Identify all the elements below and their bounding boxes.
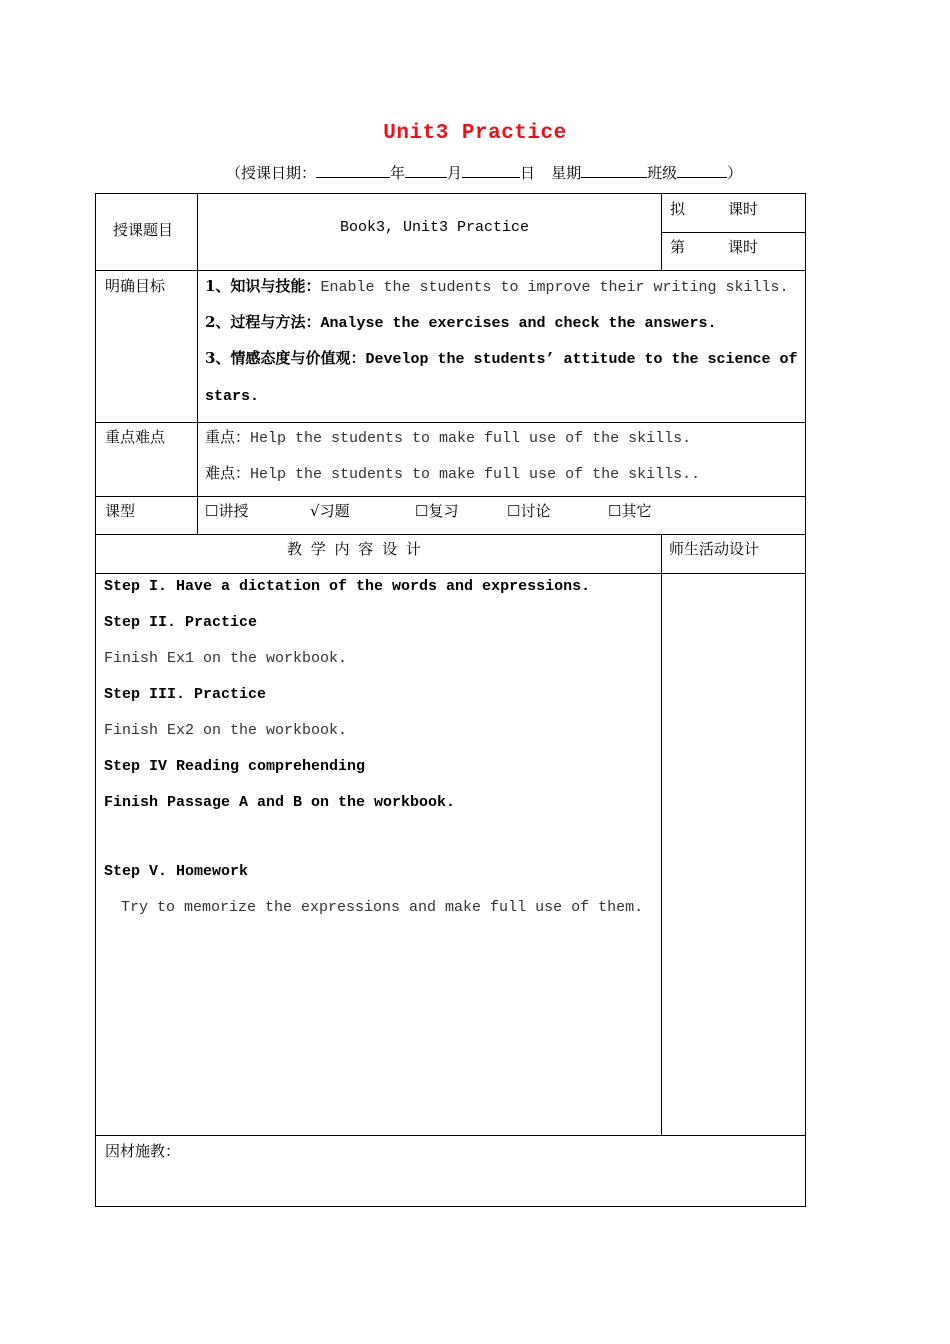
rule-v-left-mid: [197, 270, 198, 535]
step-line: Finish Ex1 on the workbook.: [104, 650, 348, 667]
adaptive-teaching-label: 因材施教：: [105, 1142, 181, 1160]
objective-3-label: 3、情感态度与价值观：: [205, 349, 366, 367]
date-open: （授课日期：: [226, 164, 317, 182]
date-month-label: 月: [447, 164, 463, 182]
step-line: Step II. Practice: [104, 614, 258, 631]
lesson-type-mark: ☐: [608, 502, 622, 520]
date-blank-day: [462, 163, 520, 178]
rule-v-right-design: [661, 534, 662, 1136]
difficulty-label: 难点：: [205, 464, 251, 482]
objective-1: [205, 275, 789, 296]
date-close: ）: [727, 164, 743, 182]
rule-type: [96, 534, 806, 535]
content-design-heading: 教 学 内 容 设 计: [287, 540, 423, 558]
rule-design-head: [96, 573, 806, 574]
objective-2-text: Analyse the exercises and check the answers.: [320, 315, 717, 332]
step-line: Step V. Homework: [104, 863, 249, 880]
seq-label: 第: [670, 238, 686, 256]
lesson-type-option: [608, 500, 651, 521]
date-class-label: 班级: [647, 164, 678, 182]
lesson-type-mark: ☐: [205, 502, 219, 520]
lesson-type-option: [415, 500, 458, 521]
lesson-type-label: 课型: [105, 502, 136, 520]
lesson-type-text: 讨论: [520, 502, 551, 520]
date-year-label: 年: [390, 164, 406, 182]
date-blank-class: [677, 163, 727, 178]
date-weekday-label: 星期: [551, 164, 582, 182]
date-blank-year: [316, 163, 390, 178]
lesson-type-text: 讲授: [218, 502, 249, 520]
objective-3-continued: stars.: [205, 388, 260, 405]
step-line: Step I. Have a dictation of the words and expressions.: [104, 578, 591, 595]
objective-1-text: Enable the students to improve their writing skills.: [320, 279, 789, 296]
step-line: Try to memorize the expressions and make full use of them.: [121, 899, 644, 916]
topic-value: Book3, Unit3 Practice: [340, 219, 530, 236]
rule-v-left-top: [197, 194, 198, 271]
plan-unit: 课时: [728, 200, 759, 218]
step-line: Finish Passage A and B on the workbook.: [104, 794, 456, 811]
lesson-type-mark: √: [310, 502, 320, 520]
seq-unit: 课时: [728, 238, 759, 256]
date-blank-month: [405, 163, 447, 178]
lesson-type-option: [205, 500, 248, 521]
date-blank-weekday: [581, 163, 647, 178]
focus-label: 重点：: [205, 428, 251, 446]
rule-v-right-top: [661, 194, 662, 271]
focus-point: [205, 426, 691, 447]
lesson-type-text: 复习: [428, 502, 459, 520]
step-line: Step IV Reading comprehending: [104, 758, 366, 775]
lesson-type-text: 其它: [621, 502, 652, 520]
rule-objectives: [96, 422, 806, 423]
lesson-type-mark: ☐: [507, 502, 521, 520]
topic-label: 授课题目: [113, 221, 174, 239]
step-line: Finish Ex2 on the workbook.: [104, 722, 348, 739]
page-title: Unit3 Practice: [383, 122, 567, 145]
date-line: [226, 162, 742, 183]
objective-1-label: 1、知识与技能：: [205, 277, 321, 295]
rule-plan-seq: [661, 232, 806, 233]
objective-2-label: 2、过程与方法：: [205, 313, 321, 331]
lesson-type-option: [310, 500, 350, 521]
rule-design-body: [96, 1135, 806, 1136]
difficulty-point: [205, 462, 700, 483]
keypoints-label: 重点难点: [105, 428, 166, 446]
lesson-type-option: [507, 500, 550, 521]
lesson-type-text: 习题: [319, 502, 350, 520]
step-line: Step III. Practice: [104, 686, 267, 703]
focus-text: Help the students to make full use of the skills.: [250, 430, 692, 447]
objective-3: [205, 347, 798, 368]
plan-label: 拟: [670, 200, 686, 218]
date-day-label: 日: [520, 164, 536, 182]
lesson-type-mark: ☐: [415, 502, 429, 520]
difficulty-text: Help the students to make full use of the skills..: [250, 466, 701, 483]
objective-2: [205, 311, 717, 332]
objective-3-text: Develop the students’ attitude to the science of: [365, 351, 798, 368]
objectives-label: 明确目标: [105, 277, 166, 295]
rule-keypoints: [96, 496, 806, 497]
rule-header: [96, 270, 806, 271]
activity-design-heading: 师生活动设计: [669, 540, 760, 558]
